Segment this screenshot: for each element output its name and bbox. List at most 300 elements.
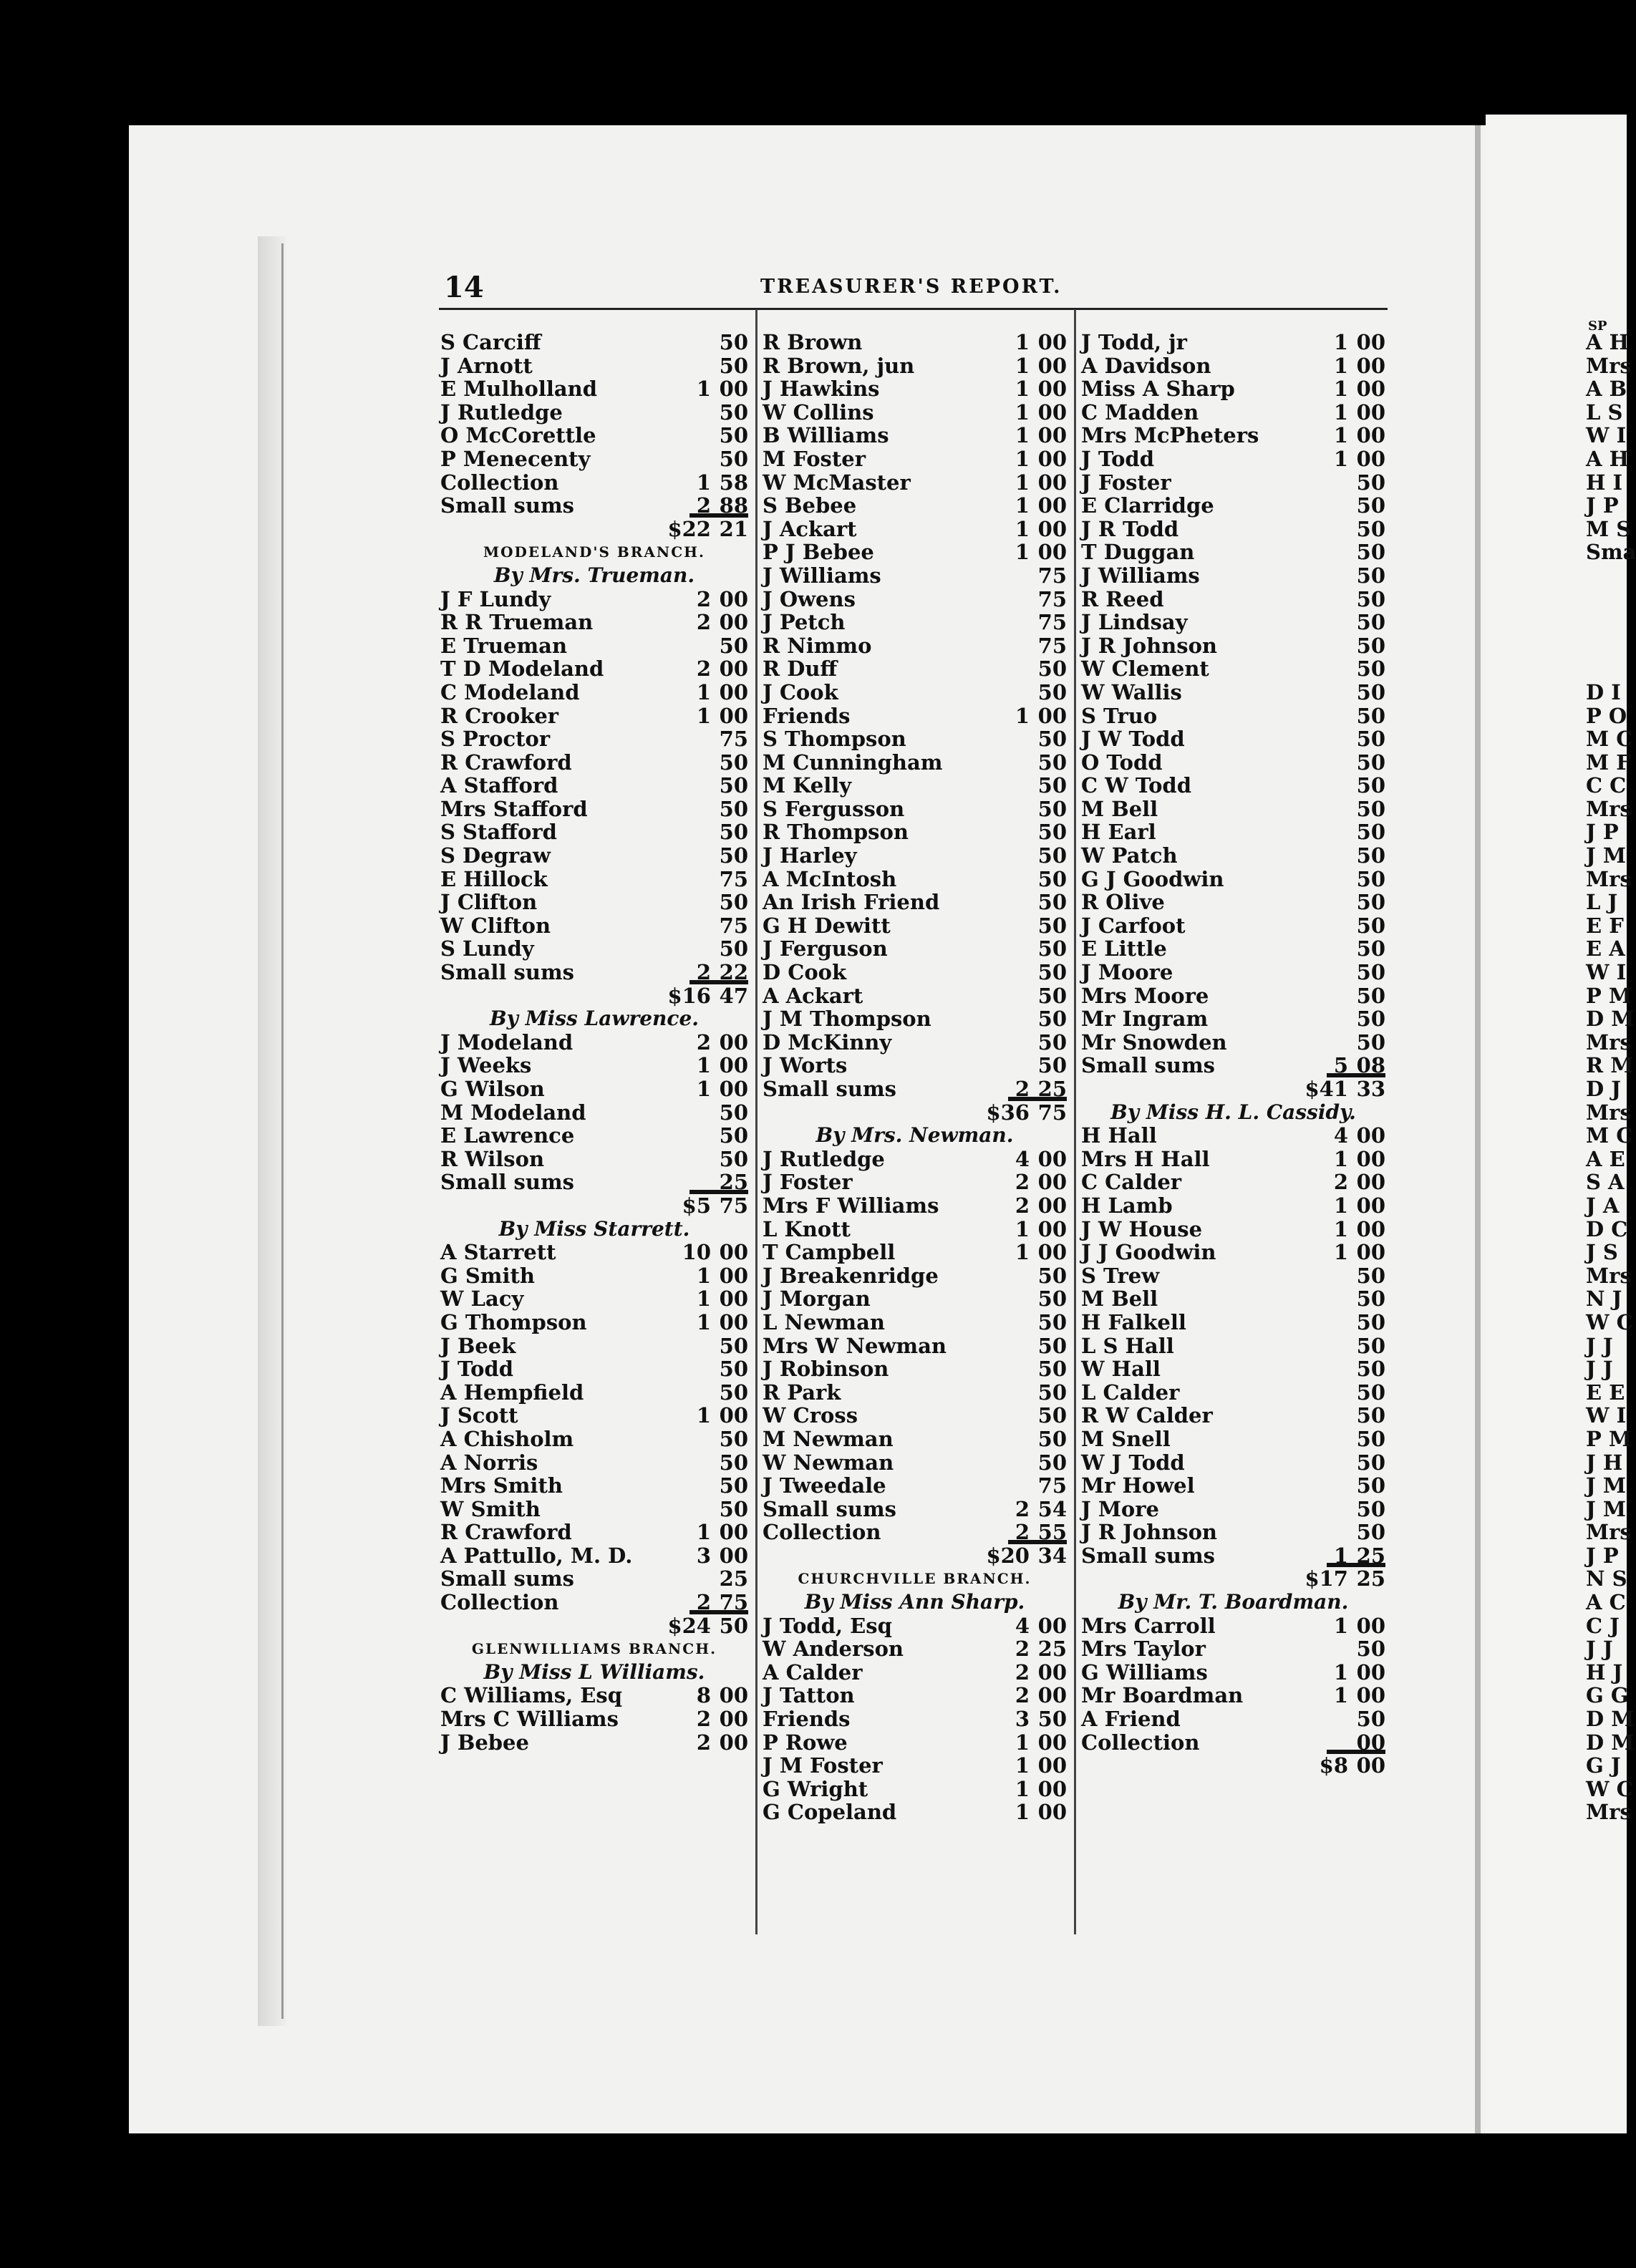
amount-cents: 50 — [719, 330, 748, 354]
donor-name: J Breakenridge — [763, 1263, 939, 1288]
donor-name: W Collins — [763, 399, 874, 425]
donor-name: E Lawrence — [440, 1123, 575, 1148]
donor-name: J Todd — [1081, 446, 1154, 471]
donor-name: G Wright — [763, 1776, 868, 1801]
facing-page-line: J J — [1586, 1357, 1613, 1382]
total-dollars: $41 — [1305, 1077, 1348, 1101]
amount-cents: 00 — [1356, 1659, 1385, 1685]
donor-name: J W Todd — [1081, 727, 1185, 752]
donor-name: C Madden — [1081, 399, 1199, 425]
amount-dollars: 1 — [1333, 1240, 1348, 1265]
ledger-entry — [1081, 1451, 1385, 1475]
amount-cents: 50 — [719, 1100, 748, 1125]
amount-dollars: 1 — [1015, 470, 1030, 495]
ledger-entry — [763, 751, 1067, 775]
ledger-entry — [440, 1428, 748, 1451]
amount-cents: 00 — [1356, 423, 1385, 448]
donor-name: M Bell — [1081, 1286, 1158, 1312]
total-dollars: $22 — [667, 516, 711, 541]
ledger-entry — [440, 634, 748, 658]
amount-cents: 00 — [1037, 516, 1067, 541]
donor-name: C Williams, Esq — [440, 1683, 623, 1708]
amount-cents: 50 — [1356, 727, 1385, 752]
amount-cents: 75 — [1037, 1473, 1067, 1498]
amount-cents: 50 — [1037, 1286, 1067, 1312]
donor-name: A Friend — [1081, 1707, 1181, 1732]
donor-name: M Cunningham — [763, 750, 943, 775]
total-dollars: $36 — [986, 1100, 1030, 1125]
amount-dollars: 10 — [682, 1240, 711, 1265]
ledger-entry — [1081, 494, 1385, 518]
donor-name: R Crawford — [440, 1520, 572, 1545]
collector-heading: By Mr. T. Boardman. — [1118, 1590, 1349, 1614]
ledger-entry — [1081, 1031, 1385, 1055]
donor-name: Collection — [763, 1520, 881, 1545]
amount-cents: 50 — [1037, 843, 1067, 868]
donor-name: J R Todd — [1081, 516, 1179, 541]
ledger-entry — [763, 634, 1067, 658]
ledger-entry — [763, 657, 1067, 681]
ledger-entry — [1081, 1357, 1385, 1381]
facing-page-line: Sma — [1586, 540, 1636, 565]
donor-name: P Rowe — [763, 1730, 848, 1755]
amount-cents: 50 — [1356, 586, 1385, 611]
facing-page-line: D M — [1586, 1007, 1635, 1032]
donor-name: J Ferguson — [763, 936, 888, 961]
amount-cents: 50 — [1356, 470, 1385, 495]
amount-cents: 50 — [1037, 960, 1067, 985]
facing-page-line: M S — [1586, 516, 1632, 541]
ledger-entry — [763, 1637, 1067, 1661]
donor-name: J F Lundy — [440, 586, 551, 611]
ledger-entry — [763, 1498, 1067, 1521]
amount-dollars: 1 — [1333, 330, 1348, 354]
amount-cents: 50 — [719, 1357, 748, 1382]
amount-dollars: 2 — [1015, 1659, 1030, 1685]
ledger-entry — [440, 1451, 748, 1475]
ledger-entry — [763, 798, 1067, 821]
donor-name: L Calder — [1081, 1380, 1180, 1405]
facing-page-line: A H — [1586, 446, 1629, 471]
donor-name: G Williams — [1081, 1659, 1208, 1685]
amount-cents: 50 — [719, 1333, 748, 1358]
facing-page-line: D M — [1586, 1707, 1635, 1732]
amount-cents: 50 — [1356, 1707, 1385, 1732]
donor-name: Small sums — [440, 1170, 574, 1195]
facing-page-line: E E — [1586, 1380, 1625, 1405]
ledger-entry — [440, 1521, 748, 1544]
amount-cents: 75 — [1037, 563, 1067, 588]
donor-name: W Cross — [763, 1403, 858, 1428]
amount-cents: 50 — [1037, 773, 1067, 798]
amount-cents: 00 — [1037, 470, 1067, 495]
donor-name: M Modeland — [440, 1100, 586, 1125]
column-3 — [1081, 331, 1385, 1778]
branch-total — [440, 984, 748, 1008]
facing-page-line: D M — [1586, 1730, 1635, 1755]
ledger-entry — [1081, 518, 1385, 541]
amount-cents: 50 — [1037, 1380, 1067, 1405]
ledger-entry — [1081, 1311, 1385, 1334]
donor-name: J Tweedale — [763, 1473, 886, 1498]
ledger-entry — [763, 424, 1067, 447]
ledger-entry — [440, 1404, 748, 1428]
ledger-entry — [440, 1544, 748, 1568]
amount-cents: 00 — [1037, 1146, 1067, 1171]
donor-name: W J Todd — [1081, 1450, 1185, 1475]
ledger-entry — [440, 1241, 748, 1264]
ledger-entry — [763, 727, 1067, 751]
ledger-entry — [1081, 1218, 1385, 1241]
ledger-entry — [1081, 1428, 1385, 1451]
column-2 — [763, 331, 1067, 1824]
facing-page-line: Mrs — [1586, 1520, 1632, 1545]
amount-dollars: 2 — [696, 656, 711, 682]
amount-cents: 00 — [1037, 1683, 1067, 1708]
amount-cents: 50 — [719, 843, 748, 868]
donor-name: J More — [1081, 1496, 1159, 1521]
ledger-entry — [763, 1451, 1067, 1475]
amount-cents: 54 — [1037, 1496, 1067, 1521]
ledger-entry — [440, 681, 748, 704]
ledger-entry — [1081, 914, 1385, 938]
amount-cents: 22 — [719, 960, 748, 985]
amount-dollars: 1 — [1015, 377, 1030, 402]
facing-page-line: P M — [1586, 1426, 1632, 1451]
facing-page-line: H I — [1586, 470, 1623, 495]
amount-cents: 00 — [1356, 1730, 1385, 1755]
ledger-entry — [763, 518, 1067, 541]
total-cents: 50 — [719, 1613, 748, 1638]
donor-name: R Reed — [1081, 586, 1164, 611]
donor-name: Mr Snowden — [1081, 1029, 1227, 1055]
amount-dollars: 1 — [1015, 353, 1030, 378]
amount-cents: 25 — [1356, 1543, 1385, 1568]
ledger-entry — [1081, 1521, 1385, 1544]
amount-cents: 00 — [1356, 1240, 1385, 1265]
page-divider — [1475, 125, 1481, 2133]
amount-dollars: 1 — [696, 1286, 711, 1312]
facing-page-line: Mrs — [1586, 1263, 1632, 1288]
donor-name: R Brown, jun — [763, 353, 915, 378]
amount-cents: 50 — [1037, 913, 1067, 938]
ledger-entry — [763, 611, 1067, 634]
donor-name: S Proctor — [440, 727, 551, 752]
donor-name: J Worts — [763, 1053, 848, 1078]
amount-cents: 50 — [1356, 516, 1385, 541]
amount-dollars: 1 — [696, 1053, 711, 1078]
amount-cents: 50 — [719, 773, 748, 798]
ledger-entry — [440, 1148, 748, 1171]
column-divider-2 — [1074, 309, 1076, 1934]
facing-page-line: P O — [1586, 703, 1627, 728]
amount-dollars: 1 — [696, 703, 711, 728]
amount-dollars: 1 — [1015, 1753, 1030, 1778]
donor-name: J Owens — [763, 586, 856, 611]
amount-cents: 50 — [719, 353, 748, 378]
amount-dollars: 1 — [696, 1077, 711, 1101]
donor-name: A Chisholm — [440, 1426, 574, 1451]
donor-name: S Fergusson — [763, 796, 905, 821]
amount-dollars: 1 — [1015, 446, 1030, 471]
amount-cents: 50 — [719, 820, 748, 845]
ledger-entry — [763, 868, 1067, 891]
facing-page-line: A H — [1586, 330, 1629, 354]
facing-page-line: D J — [1586, 1077, 1621, 1101]
donor-name: J Tatton — [763, 1683, 855, 1708]
donor-name: J Foster — [1081, 470, 1171, 495]
amount-dollars: 1 — [1015, 1216, 1030, 1241]
total-dollars: $8 — [1319, 1753, 1348, 1778]
amount-cents: 00 — [1037, 1240, 1067, 1265]
donor-name: O Todd — [1081, 750, 1163, 775]
amount-cents: 50 — [1356, 1403, 1385, 1428]
facing-page-line: Mrs — [1586, 1800, 1632, 1825]
donor-name: W Clifton — [440, 913, 551, 938]
amount-cents: 00 — [1037, 1193, 1067, 1218]
total-dollars: $16 — [667, 983, 711, 1008]
donor-name: M Foster — [763, 446, 866, 471]
facing-page-line: A C — [1586, 1590, 1626, 1615]
amount-dollars: 1 — [696, 1520, 711, 1545]
donor-name: Mrs Taylor — [1081, 1637, 1206, 1662]
amount-dollars: 1 — [1015, 703, 1030, 728]
ledger-entry — [1081, 1614, 1385, 1638]
amount-cents: 00 — [1037, 330, 1067, 354]
donor-name: J Todd, Esq — [763, 1613, 892, 1638]
donor-name: R Park — [763, 1380, 841, 1405]
donor-name: Small sums — [440, 960, 574, 985]
ledger-entry — [763, 961, 1067, 984]
amount-cents: 75 — [719, 1590, 748, 1615]
amount-dollars: 1 — [1333, 446, 1348, 471]
facing-page-line: E A — [1586, 936, 1625, 961]
donor-name: H Lamb — [1081, 1193, 1173, 1218]
branch-total — [763, 1544, 1067, 1568]
amount-dollars: 1 — [1333, 1683, 1348, 1708]
ledger-entry — [763, 1334, 1067, 1358]
amount-dollars: 1 — [1015, 1730, 1030, 1755]
facing-page-line: H J — [1586, 1659, 1623, 1685]
ledger-entry — [763, 1287, 1067, 1311]
amount-dollars: 2 — [696, 586, 711, 611]
donor-name: Small sums — [1081, 1053, 1215, 1078]
ledger-entry — [763, 588, 1067, 611]
amount-cents: 50 — [1356, 679, 1385, 704]
ledger-entry — [763, 1661, 1067, 1685]
facing-page-line: W I — [1586, 1403, 1627, 1428]
ledger-entry — [1081, 1124, 1385, 1148]
column-divider-1 — [755, 309, 758, 1934]
ledger-entry — [440, 424, 748, 447]
amount-cents: 50 — [1356, 703, 1385, 728]
donor-name: J R Johnson — [1081, 633, 1218, 658]
donor-name: J Beek — [440, 1333, 516, 1358]
ledger-entry — [763, 844, 1067, 868]
ledger-entry — [1081, 471, 1385, 495]
amount-cents: 00 — [1356, 1123, 1385, 1148]
amount-cents: 00 — [1037, 493, 1067, 518]
ledger-entry — [1081, 331, 1385, 354]
facing-page-line — [1586, 634, 1636, 658]
amount-cents: 50 — [1356, 1520, 1385, 1545]
facing-page-line: A B — [1586, 377, 1627, 402]
amount-cents: 50 — [1356, 1029, 1385, 1055]
amount-cents: 50 — [1356, 936, 1385, 961]
donor-name: A Ackart — [763, 983, 863, 1008]
amount-cents: 50 — [1037, 1426, 1067, 1451]
ledger-entry — [763, 1007, 1067, 1031]
donor-name: O McCorettle — [440, 423, 596, 448]
amount-dollars: 2 — [696, 493, 711, 518]
ledger-entry — [440, 798, 748, 821]
amount-cents: 00 — [1356, 330, 1385, 354]
amount-cents: 50 — [1037, 820, 1067, 845]
amount-cents: 50 — [1037, 1357, 1067, 1382]
amount-cents: 00 — [1356, 446, 1385, 471]
amount-cents: 50 — [1356, 750, 1385, 775]
amount-dollars: 2 — [696, 1707, 711, 1732]
donor-name: J Moore — [1081, 960, 1173, 985]
amount-cents: 50 — [719, 796, 748, 821]
amount-cents: 00 — [1037, 377, 1067, 402]
amount-cents: 00 — [1037, 1613, 1067, 1638]
donor-name: L S Hall — [1081, 1333, 1174, 1358]
branch-total — [440, 1614, 748, 1638]
ledger-entry — [1081, 727, 1385, 751]
amount-cents: 50 — [1356, 1637, 1385, 1662]
facing-page-line: J A — [1586, 1193, 1620, 1218]
donor-name: J Arnott — [440, 353, 533, 378]
ledger-entry — [1081, 1637, 1385, 1661]
donor-name: S Thompson — [763, 727, 906, 752]
donor-name: R Olive — [1081, 890, 1165, 915]
ledger-entry — [440, 354, 748, 378]
donor-name: P J Bebee — [763, 540, 874, 565]
amount-cents: 50 — [1356, 1309, 1385, 1334]
donor-name: J Modeland — [440, 1029, 573, 1055]
facing-page-line: J P — [1586, 493, 1619, 518]
amount-dollars: 3 — [696, 1543, 711, 1568]
facing-page-line: J J — [1586, 1637, 1613, 1662]
amount-cents: 00 — [719, 1029, 748, 1055]
donor-name: S Carciff — [440, 330, 541, 354]
amount-cents: 00 — [1356, 399, 1385, 425]
ledger-entry — [1081, 541, 1385, 564]
total-cents: 47 — [719, 983, 748, 1008]
amount-cents: 50 — [1037, 936, 1067, 961]
amount-dollars: 2 — [1015, 1496, 1030, 1521]
donor-name: Small sums — [440, 1566, 574, 1591]
ledger-entry — [440, 727, 748, 751]
donor-name: J Todd, jr — [1081, 330, 1187, 354]
amount-cents: 50 — [1356, 1263, 1385, 1288]
amount-dollars: 1 — [1333, 1216, 1348, 1241]
ledger-entry — [440, 751, 748, 775]
facing-page-line: S A — [1586, 1170, 1625, 1195]
amount-dollars: 4 — [1333, 1123, 1348, 1148]
amount-cents: 00 — [1037, 1800, 1067, 1825]
amount-cents: 75 — [1037, 586, 1067, 611]
amount-cents: 50 — [1037, 1029, 1067, 1055]
amount-dollars: 2 — [1015, 1637, 1030, 1662]
ledger-entry — [763, 471, 1067, 495]
amount-cents: 00 — [719, 703, 748, 728]
ledger-entry — [1081, 634, 1385, 658]
total-cents: 21 — [719, 516, 748, 541]
facing-page-line: M C — [1586, 727, 1633, 752]
donor-name: E Little — [1081, 936, 1167, 961]
ledger-entry — [440, 1357, 748, 1381]
ledger-entry — [440, 1684, 748, 1707]
donor-name: C Modeland — [440, 679, 580, 704]
amount-cents: 88 — [719, 493, 748, 518]
donor-name: Collection — [440, 1590, 559, 1615]
amount-cents: 00 — [1356, 1683, 1385, 1708]
donor-name: J R Johnson — [1081, 1520, 1218, 1545]
amount-cents: 50 — [1356, 1496, 1385, 1521]
amount-dollars: 1 — [696, 1403, 711, 1428]
ledger-entry — [1081, 1707, 1385, 1731]
amount-cents: 50 — [719, 446, 748, 471]
donor-name: Small sums — [440, 493, 574, 518]
ledger-entry — [1081, 657, 1385, 681]
amount-cents: 50 — [1356, 610, 1385, 635]
ledger-entry — [440, 1101, 748, 1125]
amount-cents: 50 — [1356, 796, 1385, 821]
ledger-entry — [440, 1054, 748, 1077]
ledger-entry — [440, 331, 748, 354]
amount-cents: 50 — [1037, 727, 1067, 752]
ledger-entry — [763, 1241, 1067, 1264]
total-cents: 00 — [1356, 1753, 1385, 1778]
ledger-entry — [440, 820, 748, 844]
amount-cents: 25 — [719, 1170, 748, 1195]
ledger-entry — [440, 657, 748, 681]
ledger-entry — [440, 1731, 748, 1755]
branch-heading: GLENWILLIAMS BRANCH. — [471, 1640, 717, 1658]
amount-cents: 00 — [1356, 1146, 1385, 1171]
amount-dollars: 1 — [1333, 1193, 1348, 1218]
amount-cents: 50 — [1356, 1450, 1385, 1475]
amount-dollars: 1 — [1015, 493, 1030, 518]
branch-total — [763, 1101, 1067, 1125]
amount-dollars: 1 — [1015, 1240, 1030, 1265]
donor-name: R R Trueman — [440, 610, 594, 635]
ledger-entry — [1081, 1661, 1385, 1685]
ledger-entry — [1081, 447, 1385, 471]
amount-cents: 50 — [1037, 1309, 1067, 1334]
amount-dollars: 8 — [696, 1683, 711, 1708]
amount-dollars: 1 — [1015, 330, 1030, 354]
branch-total — [1081, 1754, 1385, 1778]
amount-cents: 50 — [1037, 866, 1067, 891]
donor-name: Miss A Sharp — [1081, 377, 1235, 402]
amount-cents: 75 — [1037, 610, 1067, 635]
amount-cents: 50 — [719, 1426, 748, 1451]
amount-cents: 50 — [1356, 1333, 1385, 1358]
amount-dollars: 4 — [1015, 1146, 1030, 1171]
amount-cents: 50 — [719, 423, 748, 448]
amount-cents: 00 — [719, 377, 748, 402]
amount-dollars: 2 — [1015, 1683, 1030, 1708]
amount-dollars: 1 — [696, 470, 711, 495]
branch-heading: MODELAND'S BRANCH. — [483, 543, 705, 561]
amount-cents: 00 — [719, 1077, 748, 1101]
ledger-entry — [1081, 611, 1385, 634]
facing-page-line: C C — [1586, 773, 1627, 798]
amount-dollars: 4 — [1015, 1613, 1030, 1638]
